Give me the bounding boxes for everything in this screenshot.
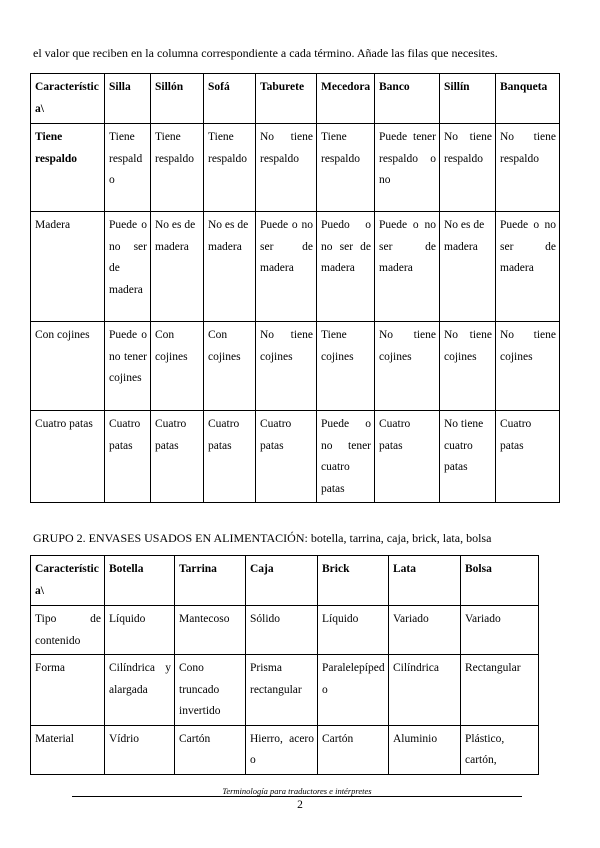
row-header-cell: Cuatro patas [31,411,105,503]
group2-heading: GRUPO 2. ENVASES USADOS EN ALIMENTACIÓN: botella, tarrina, caja, brick, lata, bolsa [33,531,492,545]
table-cell: Mantecoso [175,606,246,655]
header-cell: Característica\ [31,74,105,124]
table-cell: No tiene cojines [256,322,317,411]
table-cell: Variado [389,606,461,655]
header-cell: Sillón [151,74,204,124]
table-cell: Cono truncado invertido [175,655,246,726]
header-cell: Sofá [204,74,256,124]
table-row [31,725,539,774]
table-cell: Cilíndrica [389,655,461,726]
table-cell: Puede o no ser de madera [105,212,151,322]
table-cell: Puede o no tener cojines [105,322,151,411]
header-cell: Lata [389,556,461,606]
table-row [31,212,560,322]
header-cell: Sillín [440,74,496,124]
table-cell: Aluminio [389,725,461,774]
table-cell: No tiene cojines [440,322,496,411]
header-cell: Banco [375,74,440,124]
table-cell: No tiene respaldo [440,124,496,212]
table-cell: Con cojines [151,322,204,411]
row-header-cell: Madera [31,212,105,322]
header-cell: Brick [318,556,389,606]
table-cell: Tiene respaldo [317,124,375,212]
table-cell: Paralelepípedo [318,655,389,726]
table-cell: Cilíndrica y alargada [105,655,175,726]
table-cell: Tiene cojines [317,322,375,411]
table-cell: Puede o no ser de madera [256,212,317,322]
table-cell: Cuatro patas [151,411,204,503]
table-cell: No tiene respaldo [496,124,560,212]
header-cell: Caja [246,556,318,606]
table-cell: No es de madera [440,212,496,322]
table-cell: Puede o no ser de madera [375,212,440,322]
table-cell: Tiene respaldo [105,124,151,212]
table-cell: Cuatro patas [496,411,560,503]
table-row [31,606,539,655]
header-cell: Silla [105,74,151,124]
table-cell: Vídrio [105,725,175,774]
table-cell: Plástico, cartón, [461,725,539,774]
table-cell: Cuatro patas [204,411,256,503]
table-cell: Cartón [175,725,246,774]
table-cell: Líquido [318,606,389,655]
header-cell: Tarrina [175,556,246,606]
table-cell: Hierro, acero o [246,725,318,774]
table-cell: Tiene respaldo [204,124,256,212]
table-cell: Puedo o no ser de madera [317,212,375,322]
table-header-row [31,74,560,124]
table-cell: Variado [461,606,539,655]
table-cell: No tiene cojines [375,322,440,411]
table-row [31,411,560,503]
header-cell: Banqueta [496,74,560,124]
header-cell: Mecedora [317,74,375,124]
table-cell: Cuatro patas [256,411,317,503]
footer-title: Terminología para traductores e intérpretes [222,786,372,796]
table-seating [30,73,560,503]
header-cell: Característica\ [31,556,105,606]
page-number: 2 [297,799,303,811]
row-header-cell: Forma [31,655,105,726]
table-header-row [31,556,539,606]
intro-text: el valor que reciben en la columna correspondiente a cada término. Añade las filas que necesites. [33,46,498,60]
table-row [31,124,560,212]
table-row [31,655,539,726]
table-cell: No tiene cuatro patas [440,411,496,503]
table-cell: Cuatro patas [375,411,440,503]
table-cell: Prisma rectangular [246,655,318,726]
table-cell: Puede tener respaldo o no [375,124,440,212]
table-cell: No tiene cojines [496,322,560,411]
table-cell: Con cojines [204,322,256,411]
table-cell: No es de madera [151,212,204,322]
table-cell: Sólido [246,606,318,655]
table-cell: Cartón [318,725,389,774]
table-cell: No es de madera [204,212,256,322]
row-header-cell: Tiene respaldo [31,124,105,212]
header-cell: Taburete [256,74,317,124]
row-header-cell: Material [31,725,105,774]
table-cell: No tiene respaldo [256,124,317,212]
table-cell: Líquido [105,606,175,655]
header-cell: Botella [105,556,175,606]
header-cell: Bolsa [461,556,539,606]
table-cell: Cuatro patas [105,411,151,503]
table-cell: Tiene respaldo [151,124,204,212]
table-cell: Puede o no tener cuatro patas [317,411,375,503]
table-cell: Puede o no ser de madera [496,212,560,322]
table-cell: Rectangular [461,655,539,726]
table-row [31,322,560,411]
table-containers [30,555,539,775]
row-header-cell: Tipo de contenido [31,606,105,655]
footer-divider [72,796,522,797]
row-header-cell: Con cojines [31,322,105,411]
